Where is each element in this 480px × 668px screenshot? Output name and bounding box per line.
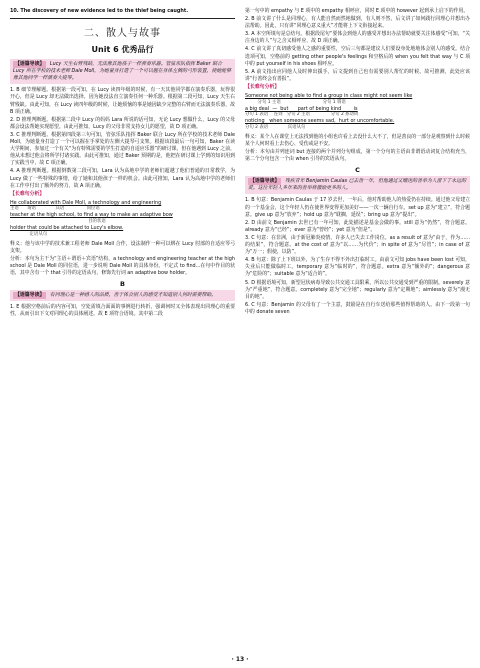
explanation-b1: 1. E 根据空格前后的内容可知，空处需填合面面的事例进行转折，强调何时又全体表现出同理心的重要性，从而引出下文对同理心的具体阐述。故 E 项符合语境。其中第二段 bbox=[10, 304, 235, 318]
section-title: 二、散人与故事 bbox=[84, 28, 161, 40]
sentence-analysis-tree bbox=[10, 200, 235, 238]
explanation-4: 4. A 推理判断题。根据倒数第二段可知，Lara 认为高地中学的老师们超越了他们普通的日常教学，为 Lucy 做了一些特殊的事情，给了她和其他孩子一样的机会。由此可推知，Lara 认为高地中学的老师们在工作中付出了额外的努力，故 A 项正确。 bbox=[10, 168, 235, 189]
explanation-c1: 1. B 句意：Benjamin Caulas 于 17 岁去世，一年后，他对帮助他人的热爱仍在持续。通过他父母建立的一个基金会，这个年轻人仍在使世界变得更加美好——一次一辆自行车。set up 意为“建立”，符合题意。give up 意为“放弃”；hold up 意为“耽搁，延误”；bring up 意为“提出”。 bbox=[245, 197, 470, 218]
left-column bbox=[10, 8, 235, 319]
guide-text-c: 残疾青年 Benjamin Caulas 已去世一年，但他通过又赠送的善举为人留下了永远的爱。这位年轻人多年来的善举将激励更多的人。 bbox=[248, 178, 466, 192]
guide-text: Lucy 天生右臂残缺，无法像其他孩子一样弹奏乐器。管弦乐队指挥 Baker 联合 Lucy 所在学校的技术老师 Dale Moll，为她量身打造了一个可以握在身体左侧的弓形装置，使她能够像其他同学一样演奏大提琴。 bbox=[13, 61, 232, 82]
explanation-c5: 5. D 根据语境可知，新型冠状病毒导致公共交通工具限乘，所以公共交通受到严重的限制。severely 意为“严重地”，符合题意。completely 意为“完全地”；regularly 意为“定期地”；aimlessly 意为“漫无目的地”。 bbox=[245, 279, 470, 300]
divider bbox=[10, 18, 235, 19]
sentence-translation-2: 释义：某个人在课堂上无法找到他的小组也许看上去没什么大不了，但是善良的一部分是观察到什么时候某个人何时看上去伤心、受伤或是不安。 bbox=[245, 133, 470, 147]
long-sentence-label-2: 【长难句分析】 bbox=[245, 83, 280, 90]
explanation-r0: 第一句中的 empathy 与 E 项中的 empathy 相呼应，同时 E 项中的 however 起到承上启下的作用。 bbox=[245, 8, 469, 14]
section-b-heading: B bbox=[120, 280, 125, 289]
explanation-c2: 2. D 由前文 Benjamin 去世已有一年可知，此处描述是基金会做的事。still 意为“仍然”，符合题意。already 意为“已经”；ever 意为“曾经”；yet 意为“但是”。 bbox=[245, 219, 470, 233]
guide-tag: 【语篇导读】 bbox=[15, 61, 45, 68]
explanation-r3: 3. A 本空所填句是总结句。根据段尾句“要体会到他人的感受并想出办法帮助就要关注体感受”可知，“关注身边的人”与之含义相呼应，故 D 项正确。 bbox=[245, 31, 470, 45]
answer-line: 10. The discovery of new evidence led to the thief being caught. bbox=[10, 8, 189, 14]
explanation-r2: 2. B 前文讲了什么是同理心，有人能自然而然地做到，有人则不然，后文讲了如何践行同理心并想出办法帮助。因此，只有讲“同理心意义重大”才能将上下文衔接起来。 bbox=[245, 16, 470, 30]
sentence-translation: 释义：他与该中学的技术兼工程老师 Dale Moll 合作，设法制作一种可以绑在 Lucy 肘部的自适应琴弓支架。 bbox=[10, 240, 235, 254]
reading-guide-b bbox=[10, 290, 235, 301]
tree2-line-3: noticing when someone seems sad, hurt or uncomfortable. bbox=[245, 118, 395, 125]
explanation-c3: 3. C 句意：在非洲，由于新冠肺炎疫情，许多人已失去工作岗位。as a result of 意为“由于，作为……的结果”，符合题意。at the cost of 意为“以……为代价”；in spite of 意为“尽管”；in case of 意为“万一；假使，以防”。 bbox=[245, 234, 470, 256]
tree2-tags-3: 分句 2 表语 宾语从句 bbox=[245, 124, 306, 130]
long-sentence-label: 【长难句分析】 bbox=[10, 190, 45, 197]
explanation-1: 1. B 细节理解题。根据第一段可知，在 Lucy 读四年级的时候，有一天其他同学都在演奏乐器，玩得很开心，但是 Lucy 却无法做出选择，因为她没法直立演奏任何一种乐器。根据第二段可知，Lucy 天生右臂残缺。由此可知，在 Lucy 读四年级的时候，让她烦恼的事是她因缺少完整的右臂而无法演奏乐器，故 B 项正确。 bbox=[10, 87, 235, 115]
unit-title: Unit 6 优秀品行 bbox=[91, 45, 154, 55]
sentence-analysis-2: 分析：本句由并列连词 but 连接的两个并列分句组成，第一个分句的主语由非谓语动词复合结构充当，第二个分句包含一个由 when 引导的宾语从句。 bbox=[245, 149, 470, 163]
explanation-r4: 4. C 前文讲了真切感受他人之感的重要性，空后三句都是建议人们要设身处地地体会别人的感受。结合选项可知，空格前的 getting other people's feelings 和空格后的 when you felt that way 与 C 项中的 put yourself in his shoes 相呼应。 bbox=[245, 46, 470, 67]
tree-line-1: He collaborated with Dale Moll, a technology and engineering bbox=[10, 199, 162, 206]
guide-tag-c: 【语篇导读】 bbox=[250, 178, 280, 185]
explanation-c6: 6. C 句意：Benjamin 的父母有了一个主意，鼓励是在自行车送给那些值得帮助的人。由下一段第一句中的 donate seven bbox=[245, 301, 470, 315]
explanation-r5: 5. A 前文指出应同他人及时伸出援手，后文提到自己也有需要别人帮忙的时候。故可推测，此处应该讲“行善终会有善报”。 bbox=[245, 68, 470, 82]
tree-tags-3: 定语从句 bbox=[10, 231, 48, 237]
tree-line-3: holder that could be attached to Lucy's elbow. bbox=[10, 224, 124, 231]
reading-guide-c bbox=[245, 176, 470, 194]
explanation-c4: 4. B 句意：除了上下班以外，为了生存不得不外出打临时工。由前文可知 jobs have been lost 可知，失业后只能做临时工。temporary 意为“临时的”，符合题意。extra 意为“额外的”；dangerous 意为“危险的”；suitable 意为“适合的”。 bbox=[245, 257, 470, 278]
guide-tag-b: 【语篇导读】 bbox=[15, 292, 45, 299]
tree2-line-2: a big deal — but part of being kind is bbox=[245, 105, 358, 112]
right-column bbox=[245, 8, 470, 319]
section-c-heading: C bbox=[355, 166, 360, 175]
tree2-tags-2: 分句 1 表语 连词 分句 2 主语 分句 2 系动词 bbox=[245, 112, 359, 118]
explanation-3: 3. C 推理判断题。根据第四段第三句可知，管弦乐队指挥 Baker 联合 Lucy 所在学校的技术老师 Dale Moll，为她量身打造了一个可以握在手掌处的左侧大提琴弓支架。根据该段最后一句可知，Baker 在读大学期间，参加过一个有关“为有特殊需要的学生打造的自适应乐器”的研讨课，但在他遇到 Lucy 之前，他从未想过他会将所学付诸实践。由此可推知，通过 Baker 预期的是，他把在研讨课上学到的知识用到了实践当中，故 C 项正确。 bbox=[10, 131, 235, 167]
page-number: · 13 · bbox=[231, 656, 249, 663]
tree-line-2: teacher at the high school, to find a way to make an adaptive bow bbox=[10, 212, 173, 219]
tree2-line-1: Someone not being able to find a group in class might not seem like bbox=[245, 93, 413, 100]
guide-text-b: 有同理心是一种感人的品质，善于体会别人的感受才知道别人何时需要帮助。 bbox=[49, 292, 217, 299]
tree2-tags-1: 分句 1 主语 分句 1 谓语 bbox=[245, 99, 346, 105]
tree-tags-1: 主语 谓语 宾语 同位语 bbox=[10, 206, 100, 212]
sentence-analysis-tree-2 bbox=[245, 93, 470, 131]
explanation-2: 2. D 推理判断题。根据第二段中 Lucy 的妈妈 Lara 所说的话可知，无论 Lucy 想做什么，Lucy 的父母都会设法帮她实现愿望。由此可推知，Lucy 的父母非常支持女儿的愿望，故 D 项正确。 bbox=[10, 116, 235, 130]
sentence-analysis: 分析：本句为主干为“主语＋谓语＋宾语”结构，a technology and engineering teacher at the high school 是 Dale Moll 的同位语，进一步说明 Dale Moll 的具体身份。不定式 to find...在句中作目的状语，其中含有一个 that 引导的定语从句，修饰先行词 an adaptive bow holder。 bbox=[10, 255, 235, 276]
tree-tags-2: 目的状语 bbox=[10, 218, 106, 224]
reading-guide bbox=[10, 59, 235, 84]
